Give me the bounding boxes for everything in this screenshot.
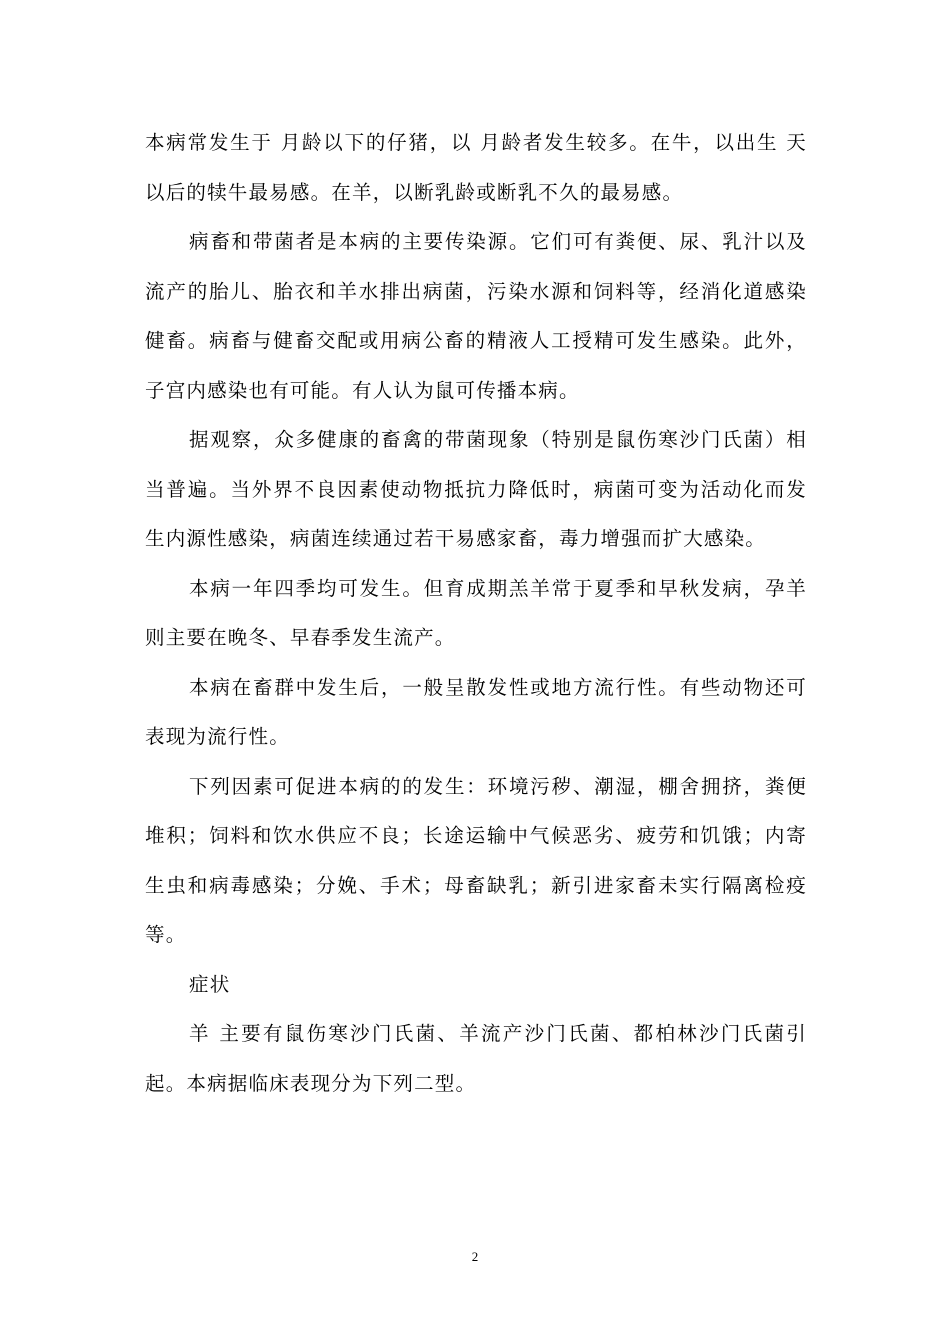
paragraph-6: 下列因素可促进本病的的发生：环境污秽、潮湿，棚舍拥挤，粪便堆积；饲料和饮水供应不良；长途运输中气候恶劣、疲劳和饥饿；内寄生虫和病毒感染；分娩、手术；母畜缺乳；新引进家畜未实行隔离检疫等。: [145, 774, 807, 946]
paragraph-5: 本病在畜群中发生后，一般呈散发性或地方流行性。有些动物还可表现为流行性。: [145, 675, 807, 748]
page-number: 2: [471, 1249, 479, 1264]
paragraph-7: 羊 主要有鼠伤寒沙门氏菌、羊流产沙门氏菌、都柏林沙门氏菌引起。本病据临床表现分为下列二型。: [145, 1022, 807, 1095]
paragraph-4: 本病一年四季均可发生。但育成期羔羊常于夏季和早秋发病，孕羊则主要在晚冬、早春季发生流产。: [145, 576, 807, 649]
section-heading-symptoms: 症状: [189, 972, 231, 996]
paragraph-2: 病畜和带菌者是本病的主要传染源。它们可有粪便、尿、乳汁以及流产的胎儿、胎衣和羊水排出病菌，污染水源和饲料等，经消化道感染健畜。病畜与健畜交配或用病公畜的精液人工授精可发生感染。此外，子宫内感染也有可能。有人认为鼠可传播本病。: [145, 230, 807, 402]
paragraph-1: 本病常发生于 月龄以下的仔猪，以 月龄者发生较多。在牛，以出生 天以后的犊牛最易感。在羊，以断乳龄或断乳不久的最易感。: [145, 131, 807, 204]
paragraph-3: 据观察，众多健康的畜禽的带菌现象（特别是鼠伤寒沙门氏菌）相当普遍。当外界不良因素使动物抵抗力降低时，病菌可变为活动化而发生内源性感染，病菌连续通过若干易感家畜，毒力增强而扩大感染。: [145, 428, 807, 550]
body-text: [145, 118, 807, 1108]
